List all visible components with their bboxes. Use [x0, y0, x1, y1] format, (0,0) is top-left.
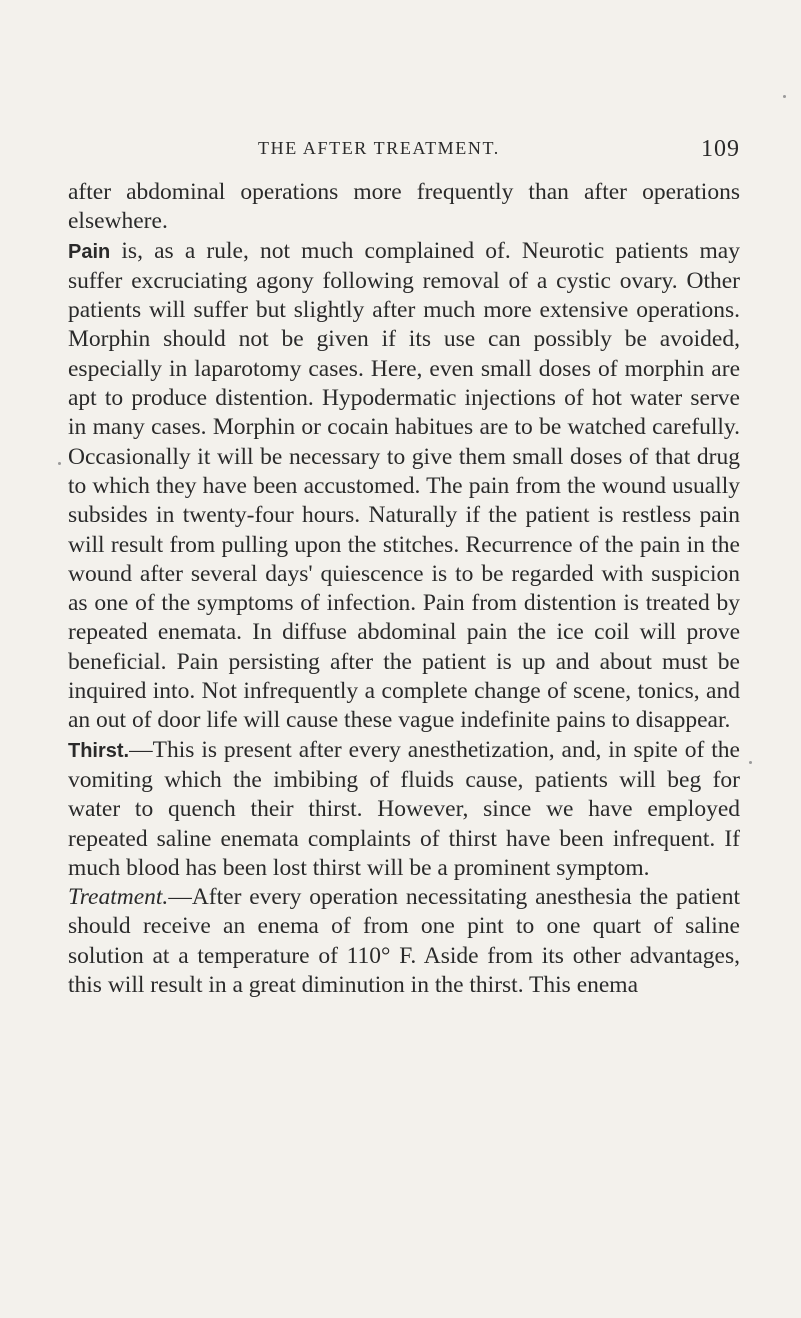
book-page: [68, 138, 740, 1000]
paragraph-treatment-text: —After every operation necessitating anesthesia the patient should receive an enema of from one pint to one quart of saline solution at a temperature of 110° F. Aside from its other advantages, this will result in a great diminution in the thirst. This enema: [68, 884, 740, 999]
section-head-treatment: Treatment.: [68, 884, 169, 911]
paper-speck: [749, 761, 752, 764]
section-head-pain: Pain: [68, 240, 111, 263]
paragraph-treatment: [68, 883, 740, 1000]
paragraph-pain-text: is, as a rule, not much complained of. Neurotic patients may suffer excruciating agony following removal of a cystic ovary. Other patients will suffer but slightly after much more extensive operations. Morphin should not be given if its use can possibly be avoided, especially in laparotomy cases. Here, even small doses of morphin are apt to produce distention. Hypodermatic injections of hot water serve in many cases. Morphin or cocain habitues are to be watched carefully. Occasionally it will be necessary to give them small doses of that drug to which they have been accustomed. The pain from the wound usually subsides in twenty-four hours. Naturally if the patient is restless pain will result from pulling upon the stitches. Recurrence of the pain in the wound after several days' quiescence is to be regarded with suspicion as one of the symptoms of infection. Pain from distention is treated by repeated enemata. In diffuse abdominal pain the ice coil will prove beneficial. Pain persisting after the patient is up and about must be inquired into. Not infrequently a complete change of scene, tonics, and an out of door life will cause these vague indefinite pains to disappear.: [68, 237, 740, 734]
paragraph-thirst-text: —This is present after every anesthetization, and, in spite of the vomiting which the imbibing of fluids cause, patients will beg for water to quench their thirst. However, since we have employed repeated saline enemata complaints of thirst have been infrequent. If much blood has been lost thirst will be a prominent symptom.: [68, 736, 740, 881]
paragraph-continuation: after abdominal operations more frequently than after operations elsewhere.: [68, 179, 740, 235]
paragraph-pain: [68, 237, 740, 736]
page-number: 109: [701, 136, 740, 162]
paper-speck: [58, 462, 61, 465]
running-title: THE AFTER TREATMENT.: [258, 138, 500, 158]
running-head: [258, 138, 740, 164]
section-head-thirst: Thirst.: [68, 739, 130, 762]
paragraph-thirst: [68, 736, 740, 883]
paper-speck: [783, 95, 786, 98]
